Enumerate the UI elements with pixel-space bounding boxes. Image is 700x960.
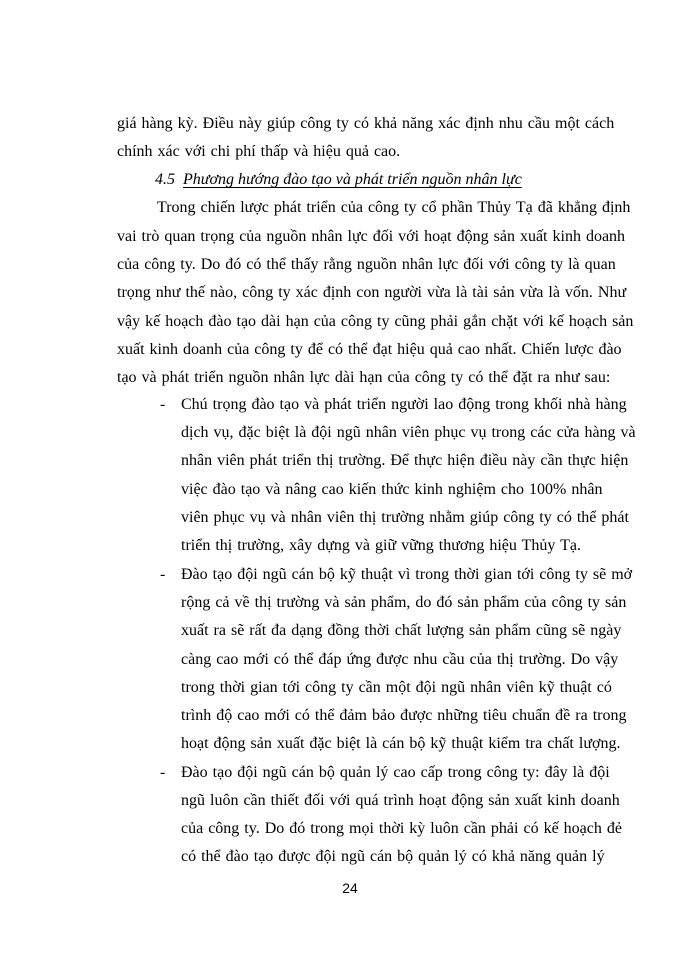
paragraph-line: tạo và phát triển nguồn nhân lực dài hạn của công ty có thể đặt ra như sau:	[117, 369, 611, 386]
paragraph-line: xuất kinh doanh của công ty để có thể đạt hiệu quả cao nhất. Chiến lược đào	[117, 341, 622, 358]
paragraph-line: Trong chiến lược phát triển của công ty cổ phần Thủy Tạ đã khẳng định	[157, 199, 631, 216]
section-number: 4.5	[155, 171, 175, 188]
intro-line: chính xác với chi phí thấp và hiệu quả cao.	[117, 143, 401, 160]
bullet-line: xuất ra sẽ rất đa dạng đồng thời chất lượng sản phẩm cũng sẽ ngày	[181, 622, 622, 639]
bullet-line: trong thời gian tới công ty cần một đội ngũ nhân viên kỹ thuật có	[181, 679, 612, 696]
paragraph-line: trọng như thế nào, công ty xác định con người vừa là tài sản vừa là vốn. Như	[117, 284, 627, 301]
bullet-line: Đào tạo đội ngũ cán bộ quản lý cao cấp trong công ty: đây là đội	[181, 764, 610, 781]
paragraph-line: vai trò quan trọng của nguồn nhân lực đối với hoạt động sản xuất kinh doanh	[117, 228, 626, 245]
bullet-line: rộng cả về thị trường và sản phẩm, do đó sản phẩm của công ty sản	[181, 594, 627, 611]
bullet-line: ngũ luôn cần thiết đối với quá trình hoạt động sản xuất kinh doanh	[181, 792, 620, 809]
bullet-line: trình độ cao mới có thể đảm bảo được những tiêu chuẩn đề ra trong	[181, 707, 627, 724]
bullet-line: Chú trọng đào tạo và phát triển người lao động trong khối nhà hàng	[181, 396, 627, 413]
bullet-line: việc đào tạo và nâng cao kiến thức kinh nghiệm cho 100% nhân	[181, 481, 603, 498]
section-heading	[155, 170, 522, 190]
bullet-line: Đào tạo đội ngũ cán bộ kỹ thuật vì trong thời gian tới công ty sẽ mở	[181, 566, 633, 583]
bullet-line: dịch vụ, đặc biệt là đội ngũ nhân viên phục vụ trong các cửa hàng và	[181, 424, 636, 441]
section-title: Phương hướng đào tạo và phát triển nguồn nhân lực	[183, 171, 522, 188]
paragraph-line: của công ty. Do đó có thể thấy rằng nguồn nhân lực đối với công ty là quan	[117, 256, 616, 273]
paragraph-line: vậy kế hoạch đào tạo dài hạn của công ty cũng phải gắn chặt với kế hoạch sản	[117, 313, 634, 330]
bullet-line: nhân viên phát triển thị trường. Để thực hiện điều này cần thực hiện	[181, 452, 629, 469]
bullet-marker: -	[160, 566, 166, 583]
bullet-line: có thể đào tạo được đội ngũ cán bộ quản lý có khả năng quản lý	[181, 848, 605, 865]
page-number: 24	[342, 880, 358, 896]
bullet-line: viên phục vụ và nhân viên thị trường nhằm giúp công ty có thể phát	[181, 509, 629, 526]
bullet-marker: -	[160, 396, 166, 413]
bullet-line: hoạt động sản xuất đặc biệt là cán bộ kỹ thuật kiểm tra chất lượng.	[181, 735, 621, 752]
bullet-line: càng cao mới có thể đáp ứng được nhu cầu của thị trường. Do vậy	[181, 651, 619, 668]
bullet-line: triển thị trường, xây dựng và giữ vững thương hiệu Thủy Tạ.	[181, 537, 581, 554]
intro-line: giá hàng kỳ. Điều này giúp công ty có khả năng xác định nhu cầu một cách	[117, 115, 615, 132]
bullet-line: của công ty. Do đó trong mọi thời kỳ luôn cần phải có kế hoạch đẻ	[181, 820, 622, 837]
bullet-marker: -	[160, 764, 166, 781]
